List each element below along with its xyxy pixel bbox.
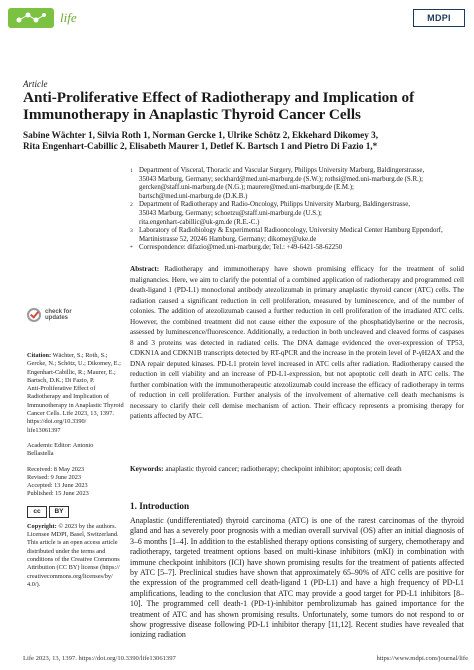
affiliations bbox=[130, 167, 470, 253]
keywords-label: Keywords: bbox=[130, 465, 164, 473]
correspondence-line: Correspondence: difazio@med.uni-marburg.de; Tel.: +49-6421-58-62250 bbox=[139, 244, 343, 252]
copyright-line: © 2023 by the authors. bbox=[58, 522, 117, 530]
affiliation-line: Laboratory of Radiobiology & Experimental Radiooncology, University Medical Center Hamburg Eppendorf, bbox=[139, 227, 443, 235]
article-info-sidebar bbox=[27, 352, 123, 596]
citation-doi-link[interactable]: https://doi.org/10.3390/ bbox=[27, 418, 87, 426]
citation-line: Bartsch, D.K.; Di Fazio, P. bbox=[27, 376, 95, 384]
journal-logo[interactable] bbox=[8, 7, 118, 29]
keywords-text: anaplastic thyroid cancer; radiotherapy; checkpoint inhibitor; apoptosis; cell death bbox=[165, 465, 402, 473]
affiliation-line: rita.engenhart-cabillic@uk-gm.de (R.E.-C.) bbox=[139, 218, 260, 226]
page-footer bbox=[23, 655, 468, 662]
license-link[interactable]: creativecommons.org/licenses/by/ bbox=[27, 572, 113, 580]
copyright-line: distributed under the terms and bbox=[27, 547, 106, 555]
affiliation-line: 35043 Marburg, Germany; seckhard@med.uni-marburg.de (S.W.); rothsi@med.uni-marburg.de (S.R.); bbox=[139, 175, 423, 183]
affiliation-line: Martinistrasse 52, 20246 Hamburg, Germany; dikomey@uke.de bbox=[139, 235, 317, 243]
check-updates-line: updates bbox=[45, 315, 69, 321]
editor-line: Academic Editor: Antonio bbox=[27, 441, 94, 449]
article-type: Article bbox=[23, 79, 48, 89]
author-list: Sabine Wächter 1, Silvia Roth 1, Norman Gercke 1, Ulrike Schötz 2, Ekkehard Dikomey 3, Rita Engenhart-Cabillic 2, Elisabeth Maurer 1, Detlef K. Bartsch 1 and Pietro Di Fazio 1,* bbox=[23, 130, 378, 152]
citation-line: Wächter, S.; Roth, S.; bbox=[52, 352, 108, 359]
copyright-line: Licensee MDPI, Basel, Switzerland. bbox=[27, 531, 119, 539]
abstract-label: Abstract: bbox=[130, 265, 160, 273]
affiliation-number: 3 bbox=[130, 228, 133, 235]
date-revised: Revised: 9 June 2023 bbox=[27, 473, 82, 481]
journal-logo-icon bbox=[8, 8, 54, 28]
editor-line: Bellastella bbox=[27, 450, 54, 458]
abstract bbox=[130, 264, 464, 422]
citation-line: Cancer Cells. Life 2023, 13, 1397. bbox=[27, 410, 114, 418]
copyright-line: Attribution (CC BY) license (https:// bbox=[27, 564, 120, 572]
copyright-block bbox=[27, 523, 123, 589]
publisher-logo[interactable]: MDPI bbox=[413, 9, 465, 27]
affiliation-number: 2 bbox=[130, 202, 133, 209]
molecule-icon bbox=[14, 11, 48, 25]
date-published: Published: 15 June 2023 bbox=[27, 490, 89, 498]
citation-doi-link[interactable]: life13061397 bbox=[27, 426, 61, 434]
citation-label: Citation: bbox=[27, 352, 52, 359]
academic-editor bbox=[27, 442, 123, 459]
check-for-updates-badge[interactable] bbox=[27, 308, 72, 322]
citation-block bbox=[27, 352, 123, 435]
citation-line: Engenhart-Cabillic, R.; Maurer, E.; bbox=[27, 368, 116, 376]
dates-block bbox=[27, 466, 123, 499]
journal-name: life bbox=[60, 10, 77, 25]
footer-journal-url[interactable]: https://www.mdpi.com/journal/life bbox=[376, 655, 468, 662]
affiliation-2 bbox=[130, 201, 470, 227]
copyright-line: conditions of the Creative Commons bbox=[27, 555, 120, 563]
section-heading: 1. Introduction bbox=[130, 501, 190, 511]
correspondence-mark: * bbox=[130, 245, 133, 252]
paper-title: Anti-Proliferative Effect of Radiotherapy and Implication of Immunotherapy in Anaplastic Thyroid Cancer Cells bbox=[23, 89, 415, 123]
affiliation-1 bbox=[130, 167, 470, 201]
citation-line: Gercke, N.; Schötz, U.; Dikomey, E.; bbox=[27, 360, 121, 368]
citation-line: Anti-Proliferative Effect of bbox=[27, 385, 96, 393]
citation-line: Immunotherapy in Anaplastic Thyroid bbox=[27, 401, 124, 409]
by-icon: BY bbox=[49, 506, 69, 518]
affiliation-number: 1 bbox=[130, 168, 133, 174]
correspondence bbox=[130, 244, 470, 253]
abstract-text: Radiotherapy and immunotherapy have shown promising efficacy for the treatment of solid malignancies. Here, we aim to clarify the potential of a combined application of radiotherapy and programmed cell death-ligand 1 (PD-L1) monoclonal antibody atezolizumab in primary anaplastic thyroid cancer (ATC) cells. The radiation caused a significant reduction in cell proliferation, measured by luminescence, and of the number of colonies. The addition of atezolizumab caused a further reduction in cell proliferation of the irradiated ATC cells. However, the combined treatment did not cause either the exposure of the phosphatidylserine or the necrosis, assessed by luminescence/fluorescence. Additionally, a reduction in both uncleaved and cleaved forms of caspases 8 and 3 proteins was detected in radiated cells. The DNA damage evidenced the over-expression of TP53, CDKN1A and CDKN1B transcripts detected by RT-qPCR and the increase in the protein level of P-γH2AX and the DNA repair deputed kinases. PD-L1 protein level increased in ATC cells after radiation. Radiotherapy caused the reduction in cell viability and an increase of PD-L1-expression, but not apoptotic cell death in ATC cells. The further combination with the immunotherapeutic atezolizumab could increase the efficacy of radiotherapy in terms of reduction in cell proliferation. Further analysis of the involvement of alternative cell death mechanisms is necessary to clarify their cell demise mechanism of action. Their efficacy represents a promising therapy for patients affected by ATC. bbox=[130, 265, 464, 420]
copyright-line: This article is an open access article bbox=[27, 539, 118, 547]
affiliation-line: Department of Radiotherapy and Radio-Oncology, Philipps University Marburg, Baldingerstrasse, bbox=[139, 201, 410, 209]
copyright-label: Copyright: bbox=[27, 522, 57, 530]
citation-line: Radiotherapy and Implication of bbox=[27, 393, 110, 401]
footer-citation[interactable]: Life 2023, 13, 1397. https://doi.org/10.3390/life13061397 bbox=[23, 655, 176, 662]
affiliation-line: gercken@staff.uni-marburg.de (N.G.); maurere@med.uni-marburg.de (E.M.); bbox=[139, 184, 354, 192]
date-received: Received: 8 May 2023 bbox=[27, 465, 85, 473]
date-accepted: Accepted: 13 June 2023 bbox=[27, 482, 88, 490]
intro-paragraph: Anaplastic (undifferentiated) thyroid carcinoma (ATC) is one of the rarest carcinomas of the thyroid gland and has a severely poor prognosis with a median overall survival (OS) after an initial diagnosis of 3–6 months [1–4]. In addition to the established therapy options consisting of surgery, chemotherapy and radiotherapy, targeted treatment options based on multi-kinase inhibitors (mKI) in combination with immune checkpoint inhibitors (ICI) have shown promising results for the treatment of patients affected by ATC [5–7]. Preclinical studies have shown that approximately 65–90% of ATC cells are positive for the expression of the programmed cell death-ligand 1 (PD-L1) and have a high frequency of PD-L1 amplifications, leading to the conclusion that ATC may provide a good target for PD-L1 inhibitors [8–10]. The programmed cell death-1 (PD-1)-inhibitor pembrolizumab has gained importance for the treatment of ATC and has shown promising results. Unfortunately, some tumors do not respond to or show progressive disease following PD-L1 inhibitor therapy [11,12]. Recent studies have revealed that ionizing radiation bbox=[130, 516, 464, 640]
check-updates-line: check for bbox=[45, 308, 72, 315]
cc-license-badge[interactable] bbox=[27, 506, 123, 518]
cc-icon: cc bbox=[27, 506, 47, 518]
copyright-line: 4.0/). bbox=[27, 580, 41, 588]
affiliation-3 bbox=[130, 227, 470, 244]
keywords bbox=[130, 464, 464, 475]
affiliation-line: bartsch@med.uni-marburg.de (D.K.B.) bbox=[139, 192, 248, 200]
affiliation-line: Department of Visceral, Thoracic and Vascular Surgery, Philipps University Marburg, Baldingerstrasse, bbox=[139, 167, 425, 174]
affiliation-line: 35043 Marburg, Germany; schoetzu@staff.uni-marburg.de (U.S.); bbox=[139, 209, 322, 217]
check-icon bbox=[27, 308, 41, 322]
